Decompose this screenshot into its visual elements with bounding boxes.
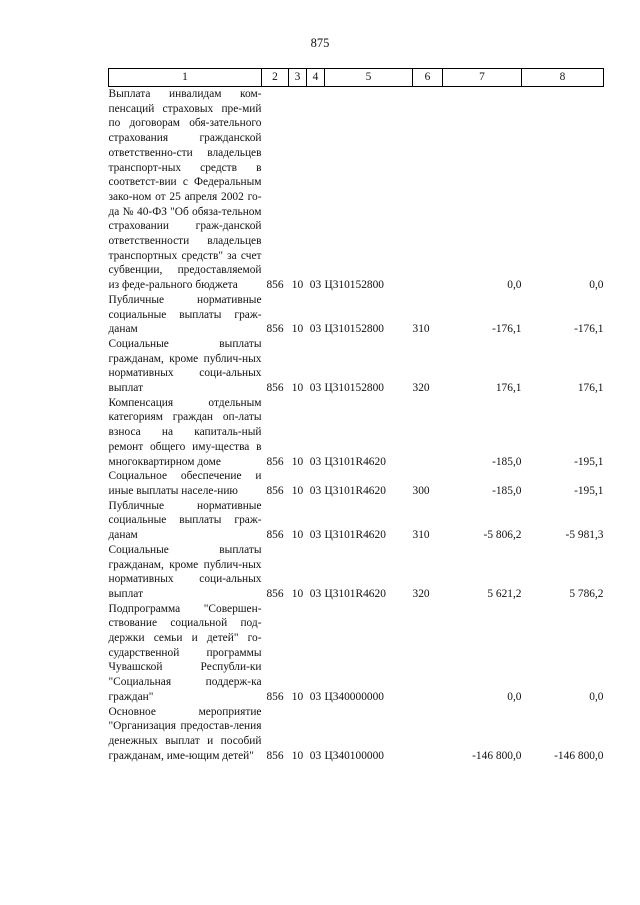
column-header: 1: [109, 69, 262, 87]
cell-subsection: 03: [309, 484, 322, 497]
column-header: 6: [413, 69, 443, 87]
cell-subsection: 03: [309, 382, 322, 395]
cell-ministry: 856: [266, 382, 284, 395]
cell-amount-2: 0,0: [589, 690, 604, 703]
cell-ministry: 856: [266, 484, 284, 497]
cell-amount-2: 5 786,2: [569, 587, 604, 600]
cell-target-article: Ц3101R4620: [324, 587, 386, 600]
row-name: Компенсация отдельным категориям граждан оп-латы взноса на капиталь-ный ремонт общего иму-щества в многоквартирном доме: [108, 396, 262, 468]
table-row: [109, 396, 604, 470]
cell-expense-type: 320: [412, 382, 430, 395]
cell-section: 10: [291, 529, 304, 542]
cell-amount-1: 0,0: [507, 690, 522, 703]
cell-section: 10: [291, 279, 304, 292]
cell-subsection: 03: [309, 279, 322, 292]
table-row: [109, 705, 604, 764]
cell-target-article: Ц340100000: [324, 749, 384, 762]
table-row: [109, 543, 604, 602]
cell-section: 10: [291, 455, 304, 468]
page-number: 875: [310, 36, 330, 50]
cell-section: 10: [291, 484, 304, 497]
table-row: [109, 337, 604, 396]
cell-expense-type: 310: [412, 323, 430, 336]
row-name: Социальные выплаты гражданам, кроме публич-ных нормативных соци-альных выплат: [108, 337, 262, 395]
cell-amount-1: -176,1: [492, 323, 522, 336]
column-header: 7: [443, 69, 522, 87]
cell-target-article: Ц310152800: [324, 323, 384, 336]
cell-target-article: Ц340000000: [324, 690, 384, 703]
row-name: Публичные нормативные социальные выплаты граж-данам: [108, 293, 262, 336]
table-row: [109, 293, 604, 337]
cell-amount-1: -185,0: [492, 484, 522, 497]
row-name: Социальное обеспечение и иные выплаты населе-нию: [108, 470, 262, 497]
cell-amount-2: 0,0: [589, 279, 604, 292]
cell-target-article: Ц310152800: [324, 279, 384, 292]
row-name: Публичные нормативные социальные выплаты граж-данам: [108, 499, 262, 542]
cell-subsection: 03: [309, 455, 322, 468]
cell-subsection: 03: [309, 690, 322, 703]
table-row: [109, 602, 604, 705]
cell-expense-type: 320: [412, 587, 430, 600]
cell-amount-1: 176,1: [495, 382, 522, 395]
table-header-row: [109, 69, 604, 87]
column-header: 5: [325, 69, 413, 87]
column-header: 2: [262, 69, 289, 87]
cell-expense-type: [413, 87, 443, 293]
cell-expense-type: 310: [412, 529, 430, 542]
cell-target-article: Ц3101R4620: [324, 484, 386, 497]
cell-amount-1: -5 806,2: [483, 529, 522, 542]
column-header: 4: [307, 69, 325, 87]
cell-target-article: Ц3101R4620: [324, 455, 386, 468]
cell-amount-1: 5 621,2: [487, 587, 522, 600]
cell-ministry: 856: [266, 749, 284, 762]
cell-amount-2: -195,1: [574, 455, 604, 468]
cell-section: 10: [291, 587, 304, 600]
cell-amount-2: -5 981,3: [565, 529, 604, 542]
cell-amount-2: 176,1: [577, 382, 604, 395]
cell-expense-type: 300: [412, 484, 430, 497]
cell-ministry: 856: [266, 279, 284, 292]
cell-section: 10: [291, 690, 304, 703]
cell-amount-2: -195,1: [574, 484, 604, 497]
table-row: [109, 87, 604, 293]
cell-amount-2: -146 800,0: [554, 749, 604, 762]
row-name: Основное мероприятие "Организация предостав-ления денежных выплат и пособий гражданам, име-ющим детей": [108, 705, 262, 762]
cell-section: 10: [291, 749, 304, 762]
cell-ministry: 856: [266, 587, 284, 600]
table-row: [109, 499, 604, 543]
cell-target-article: Ц3101R4620: [324, 529, 386, 542]
column-header: 8: [522, 69, 604, 87]
cell-ministry: 856: [266, 323, 284, 336]
cell-expense-type: [413, 396, 443, 470]
cell-subsection: 03: [309, 529, 322, 542]
cell-ministry: 856: [266, 529, 284, 542]
cell-subsection: 03: [309, 749, 322, 762]
budget-table: [108, 68, 604, 763]
row-name: Социальные выплаты гражданам, кроме публич-ных нормативных соци-альных выплат: [108, 543, 262, 600]
cell-expense-type: [413, 705, 443, 764]
cell-amount-1: -146 800,0: [472, 749, 522, 762]
cell-ministry: 856: [266, 455, 284, 468]
cell-amount-1: -185,0: [492, 455, 522, 468]
cell-subsection: 03: [309, 587, 322, 600]
cell-amount-1: 0,0: [507, 279, 522, 292]
row-name: Выплата инвалидам ком-пенсаций страховых пре-мий по договорам обя-зательного страхования гражданской ответственно-сти владельцев транспорт-ных средств в соответст-вии с Федеральным зако-ном от 25 апреля 2002 го-да № 40-ФЗ "Об обяза-тельном страховании граж-данской ответственности владельцев транспортных средств" за счет субвенции, предоставляемой из феде-рального бюджета: [108, 88, 262, 292]
cell-ministry: 856: [266, 690, 284, 703]
column-header: 3: [289, 69, 307, 87]
cell-section: 10: [291, 323, 304, 336]
cell-section: 10: [291, 382, 304, 395]
table-row: [109, 469, 604, 498]
cell-subsection: 03: [309, 323, 322, 336]
cell-expense-type: [413, 602, 443, 705]
cell-amount-2: -176,1: [574, 323, 604, 336]
cell-target-article: Ц310152800: [324, 382, 384, 395]
row-name: Подпрограмма "Совершен-ствование социальной под-держки семьи и детей" го-сударственной программы Чувашской Республи-ки "Социальная поддерж-ка граждан": [108, 602, 262, 703]
